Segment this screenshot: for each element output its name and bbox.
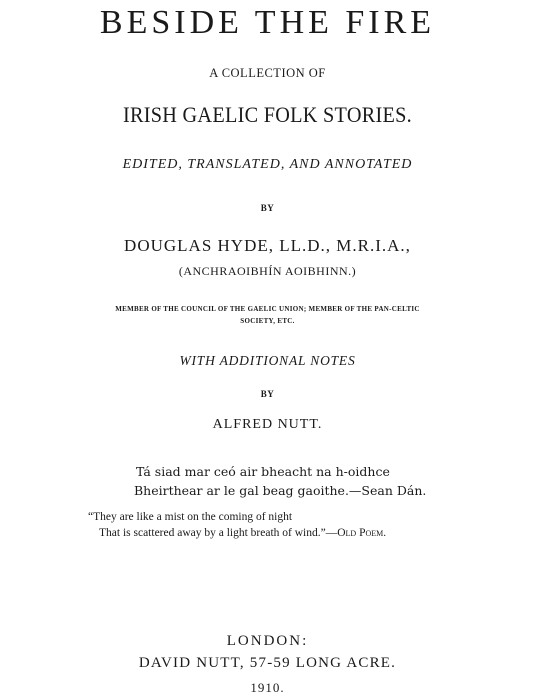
author-pseudonym: (ANCHRAOIBHÍN AOIBHINN.) xyxy=(178,264,357,278)
imprint-city: LONDON: xyxy=(226,633,309,649)
epigraph-gaelic-line-1: Tá siad mar ceó air bheacht na h-oidhce xyxy=(136,464,390,479)
epigraph-gaelic-line-2: Bheirthear ar le gal beag gaoithe.—Sean Dán. xyxy=(134,483,427,498)
contributor-name: ALFRED NUTT. xyxy=(212,417,323,432)
membership-line-1: MEMBER OF THE COUNCIL OF THE GAELIC UNION; MEMBER OF THE PAN-CELTIC xyxy=(115,305,420,313)
main-subtitle: IRISH GAELIC FOLK STORIES. xyxy=(122,102,413,127)
by-label-author: BY xyxy=(260,203,275,213)
epigraph-english-line-2 xyxy=(99,527,386,539)
additional-notes-line: WITH ADDITIONAL NOTES xyxy=(179,353,356,368)
epigraph-source: Old Poem. xyxy=(337,527,387,539)
by-label-contributor: BY xyxy=(260,389,275,399)
epigraph-english-line-1: “They are like a mist on the coming of night xyxy=(88,511,293,523)
book-title: BESIDE THE FIRE xyxy=(99,4,436,41)
imprint-year: 1910. xyxy=(250,680,285,695)
subtitle: A COLLECTION OF xyxy=(209,66,326,80)
epigraph-english-line-2-text: That is scattered away by a light breath of wind.”— xyxy=(99,527,338,539)
edited-line: EDITED, TRANSLATED, AND ANNOTATED xyxy=(122,157,413,172)
membership-line-2: SOCIETY, ETC. xyxy=(240,317,295,325)
imprint-publisher: DAVID NUTT, 57-59 LONG ACRE. xyxy=(138,655,397,671)
membership-statement xyxy=(0,303,535,327)
author-name: DOUGLAS HYDE, LL.D., M.R.I.A., xyxy=(124,236,411,255)
